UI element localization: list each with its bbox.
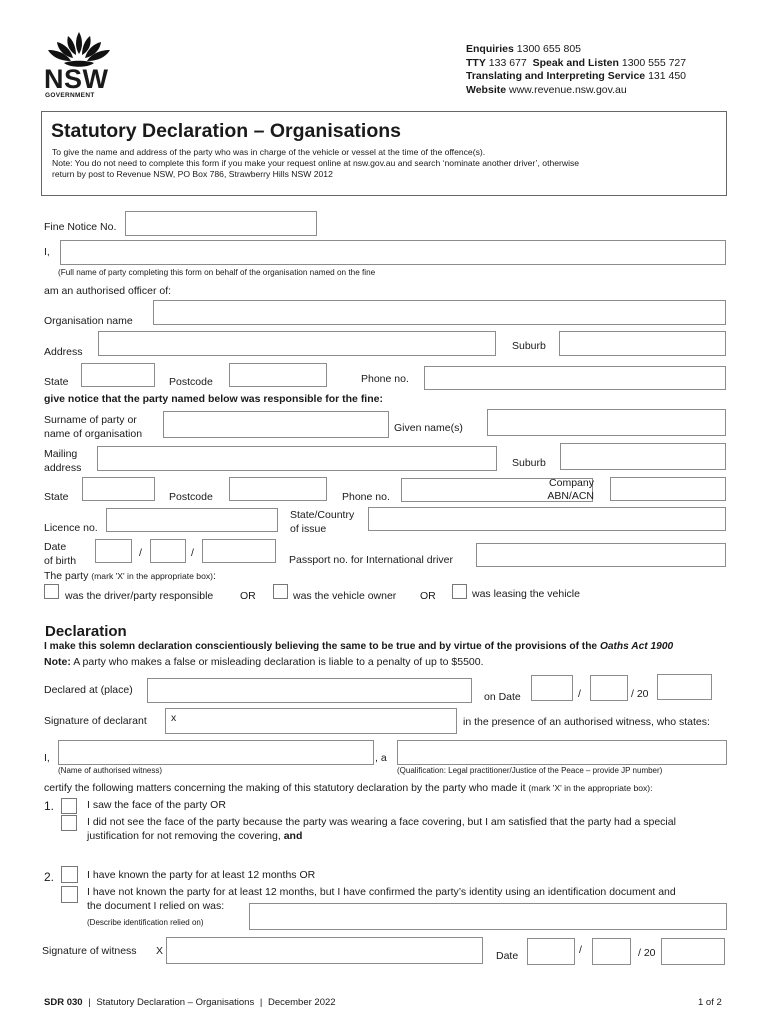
intro-line-1: To give the name and address of the party who was in charge of the vehicle or vessel at the time of the offence(s). (52, 147, 486, 157)
logo-subtitle: GOVERNMENT (45, 92, 95, 99)
witness-slash-20: / 20 (638, 947, 656, 959)
dob-label-line-1: Date (44, 541, 67, 553)
declared-slash: / (578, 688, 581, 700)
party-label-text: The party (44, 570, 89, 582)
footer-sep-1: | (88, 997, 91, 1008)
signature-declarant-label: Signature of declarant (44, 715, 147, 727)
intro-text (52, 147, 579, 180)
intro-line-2: Note: You do not need to complete this form if you make your request online at nsw.gov.au and search ‘nominate another driver’, otherwise (52, 158, 580, 168)
note-label: Note: (44, 656, 71, 668)
witness-i-label: I, (44, 752, 50, 764)
suburb2-input[interactable] (560, 443, 726, 470)
full-name-hint: (Full name of party completing this form on behalf of the organisation named on the fine (58, 268, 376, 277)
witness-name-input[interactable] (58, 740, 374, 765)
officer-text: am an authorised officer of: (44, 285, 172, 297)
witness-month-input[interactable] (592, 938, 631, 965)
on-date-label: on Date (484, 691, 521, 703)
declared-slash-20: / 20 (631, 688, 649, 700)
state-country-label (290, 508, 354, 536)
witness-day-input[interactable] (527, 938, 575, 965)
suburb2-label: Suburb (512, 457, 546, 469)
and-text: and (283, 830, 303, 842)
not-known-line-2: the document I relied on was: (87, 900, 225, 912)
postcode-label: Postcode (169, 376, 213, 388)
state-country-line-2: of issue (290, 523, 327, 535)
tis-label: Translating and Interpreting Service (466, 70, 646, 82)
witness-signature-label: Signature of witness (42, 945, 137, 957)
leasing-checkbox[interactable] (452, 584, 467, 599)
company-label-line-2: ABN/ACN (547, 490, 594, 502)
item-number-1: 1. (44, 799, 55, 813)
driver-checkbox[interactable] (44, 584, 59, 599)
surname-label-line-2: name of organisation (44, 428, 143, 440)
declared-year-input[interactable] (657, 674, 712, 700)
signature-x-mark: x (171, 712, 177, 724)
certify-hint: (mark 'X' in the appropriate box): (528, 783, 653, 793)
solemn-text: I make this solemn declaration conscientiously believing the same to be true and by virtue of the provisions of the (44, 641, 598, 652)
not-known-checkbox[interactable] (61, 886, 78, 903)
driver-option-label: was the driver/party responsible (65, 590, 214, 602)
item-number-2: 2. (44, 870, 55, 884)
address-input[interactable] (98, 331, 496, 356)
given-names-input[interactable] (487, 409, 726, 436)
leasing-option-label: was leasing the vehicle (472, 588, 580, 600)
nsw-logo (40, 30, 120, 100)
state-input[interactable] (81, 363, 155, 387)
owner-option-label: was the vehicle owner (293, 590, 397, 602)
suburb-input[interactable] (559, 331, 726, 356)
website-link[interactable]: www.revenue.nsw.gov.au (509, 83, 627, 96)
qualification-hint: (Qualification: Legal practitioner/Justice of the Peace – provide JP number) (397, 766, 663, 775)
licence-input[interactable] (106, 508, 278, 532)
solemn-declaration (44, 640, 673, 653)
dob-month-input[interactable] (150, 539, 186, 563)
saw-face-label: I saw the face of the party OR (87, 799, 226, 811)
not-saw-face-label (87, 815, 676, 843)
company-abn-label (543, 477, 594, 503)
phone-input[interactable] (424, 366, 726, 390)
mailing-address-input[interactable] (97, 446, 497, 471)
owner-checkbox[interactable] (273, 584, 288, 599)
intro-line-3: return by post to Revenue NSW, PO Box 786, Strawberry Hills NSW 2012 (52, 169, 333, 179)
penalty-note (44, 656, 484, 669)
not-saw-line-1: I did not see the face of the party because the party was wearing a face covering, but I am satisfied that the party had a special (87, 816, 676, 828)
give-notice-heading: give notice that the party named below was responsible for the fine: (44, 393, 383, 405)
declaration-heading: Declaration (45, 623, 127, 640)
saw-face-checkbox[interactable] (61, 798, 77, 814)
not-saw-face-checkbox[interactable] (61, 815, 77, 831)
declared-at-label: Declared at (place) (44, 684, 133, 696)
witness-year-input[interactable] (661, 938, 725, 965)
signature-declarant-input[interactable] (165, 708, 457, 734)
company-label-line-1: Company (549, 477, 594, 489)
page-title: Statutory Declaration – Organisations (51, 120, 402, 142)
party-colon: : (213, 570, 216, 582)
dob-label (44, 540, 76, 568)
page-number: 1 of 2 (698, 997, 722, 1008)
footer-date: December 2022 (267, 997, 336, 1008)
qualification-input[interactable] (397, 740, 727, 765)
phone-label: Phone no. (361, 373, 409, 385)
fine-notice-input[interactable] (125, 211, 317, 236)
state-label: State (44, 376, 69, 388)
dob-slash-2: / (191, 547, 194, 559)
footer-form-name: Statutory Declaration – Organisations (96, 997, 255, 1008)
title-panel (41, 111, 727, 196)
party-hint: (mark 'X' in the appropriate box) (91, 571, 214, 581)
or-text-1: OR (240, 590, 256, 602)
speak-value: 1300 555 727 (621, 56, 687, 69)
oaths-act: Oaths Act 1900 (599, 641, 674, 652)
note-text: A party who makes a false or misleading declaration is liable to a penalty of up to $5500. (73, 656, 484, 668)
comma-a-text: , a (375, 752, 387, 764)
footer-sep-2: | (259, 997, 263, 1008)
witness-slash: / (579, 944, 582, 956)
mailing-label-line-2: address (44, 462, 82, 474)
state-country-input[interactable] (368, 507, 726, 531)
enquiries-label: Enquiries (466, 43, 514, 55)
declared-at-input[interactable] (147, 678, 472, 703)
website-label: Website (466, 83, 507, 96)
certify-main: certify the following matters concerning the making of this statutory declaration by the party who made it (44, 782, 526, 794)
known-label: I have known the party for at least 12 months OR (87, 869, 316, 881)
state2-input[interactable] (82, 477, 155, 501)
tty-value: 133 677 (488, 56, 527, 69)
witness-name-hint: (Name of authorised witness) (58, 766, 163, 775)
describe-id-hint: (Describe identification relied on) (87, 918, 204, 927)
or-text-2: OR (420, 590, 436, 602)
declared-month-input[interactable] (590, 675, 628, 701)
certify-text (44, 782, 653, 795)
enquiries-value: 1300 655 805 (516, 43, 582, 55)
state2-label: State (44, 491, 69, 503)
party-label (44, 570, 216, 583)
dob-slash-1: / (139, 547, 142, 559)
surname-input[interactable] (163, 411, 389, 438)
i-label: I, (44, 246, 50, 258)
logo-wordmark: NSW (44, 64, 109, 94)
witness-x-mark: X (156, 945, 164, 957)
passport-label: Passport no. for International driver (289, 554, 454, 566)
mailing-label-line-1: Mailing (44, 448, 78, 460)
state-country-line-1: State/Country (290, 509, 355, 521)
fine-notice-label: Fine Notice No. (44, 221, 117, 233)
full-name-input[interactable] (60, 240, 726, 265)
org-name-input[interactable] (153, 300, 726, 325)
tty-label: TTY (466, 56, 486, 69)
not-known-line-1: I have not known the party for at least 12 months, but I have confirmed the party’s identity using an identification document and (87, 886, 676, 898)
id-document-input[interactable] (249, 903, 727, 930)
given-names-label: Given name(s) (394, 422, 463, 434)
presence-text: in the presence of an authorised witness, who states: (463, 716, 710, 728)
company-abn-input[interactable] (610, 477, 726, 501)
witness-signature-input[interactable] (166, 937, 483, 964)
dob-day-input[interactable] (95, 539, 132, 563)
footer (44, 996, 336, 1009)
declared-day-input[interactable] (531, 675, 573, 701)
surname-label-line-1: Surname of party or (44, 414, 137, 426)
not-saw-line-2: justification for not removing the covering, (87, 830, 281, 842)
speak-label: Speak and Listen (532, 56, 619, 69)
dob-year-input[interactable] (202, 539, 276, 563)
phone2-label: Phone no. (342, 491, 390, 503)
postcode2-input[interactable] (229, 477, 327, 501)
licence-label: Licence no. (44, 522, 98, 534)
witness-date-label: Date (496, 950, 519, 962)
org-name-label: Organisation name (44, 315, 133, 327)
suburb-label: Suburb (512, 340, 546, 352)
form-code: SDR 030 (44, 997, 83, 1008)
surname-label (44, 413, 142, 441)
address-label: Address (44, 346, 83, 358)
known-checkbox[interactable] (61, 866, 78, 883)
postcode2-label: Postcode (169, 491, 213, 503)
tis-value: 131 450 (648, 70, 687, 82)
mailing-address-label (44, 447, 81, 475)
postcode-input[interactable] (229, 363, 327, 387)
contact-block (466, 43, 686, 97)
dob-label-line-2: of birth (44, 555, 77, 567)
passport-input[interactable] (476, 543, 726, 567)
